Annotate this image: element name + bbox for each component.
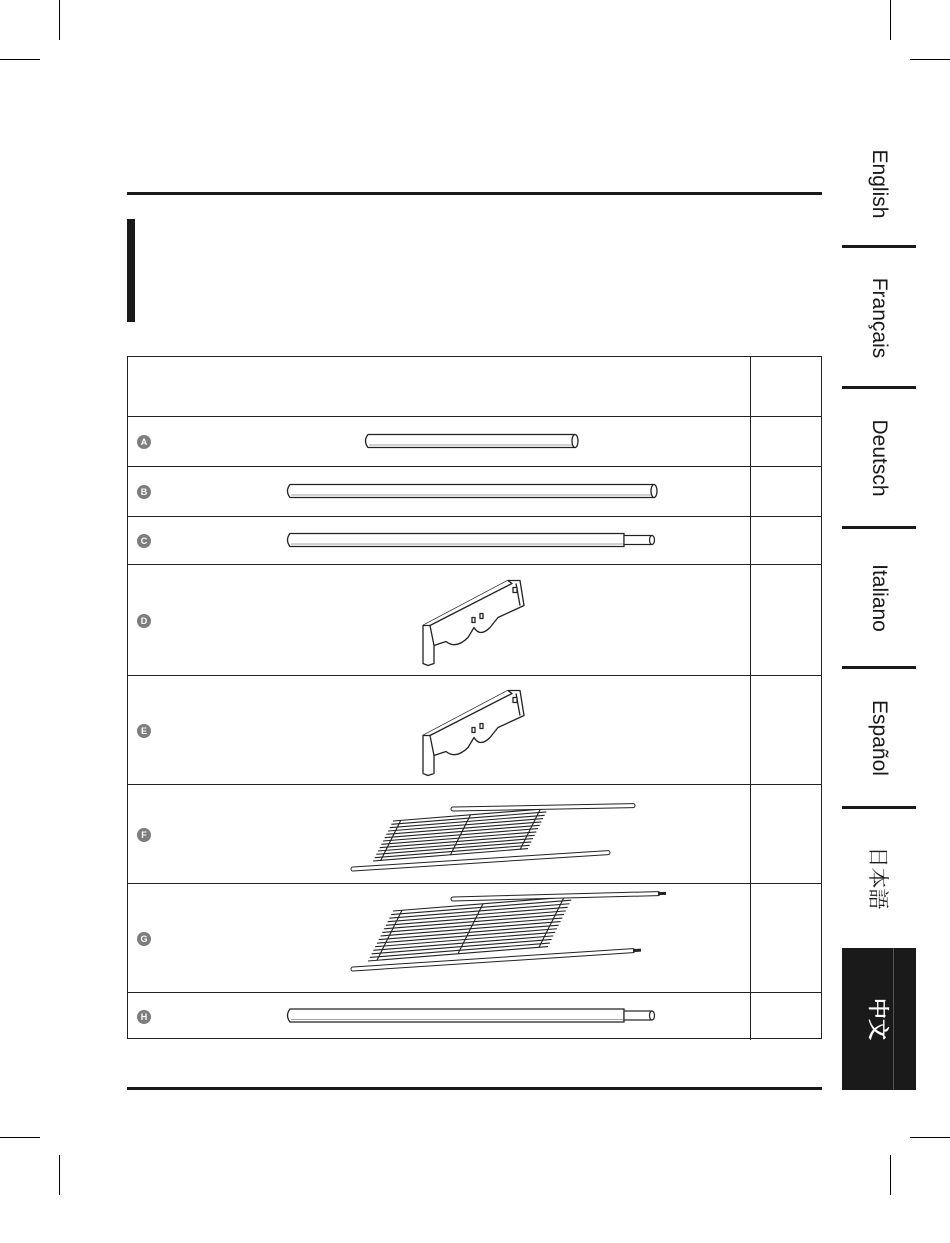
part-letter-badge: D [137, 614, 151, 628]
section-title-bar [127, 219, 135, 322]
qty-cell [750, 565, 822, 675]
part-illustration-tube-long-tip [128, 517, 750, 565]
language-tab-label: Français [868, 277, 891, 358]
part-illustration-bracket [128, 676, 750, 785]
part-letter-badge: C [137, 534, 151, 548]
language-tab-label: 日本語 [866, 846, 889, 910]
qty-column-header [750, 357, 822, 416]
crop-mark [890, 1155, 891, 1195]
part-letter-badge: G [137, 932, 151, 946]
part-letter-badge: A [137, 435, 151, 449]
table-row [128, 565, 821, 676]
parts-table [127, 356, 822, 1039]
crop-mark [59, 0, 60, 40]
table-row [128, 993, 821, 1040]
table-header-row [128, 357, 821, 417]
language-tab[interactable] [842, 388, 916, 528]
language-tab[interactable] [842, 247, 916, 388]
table-row [128, 785, 821, 884]
bottom-rule [127, 1087, 822, 1090]
crop-mark [890, 0, 891, 40]
part-illustration-tube-short [128, 417, 750, 467]
part-illustration-tube-long-tip [128, 993, 750, 1040]
crop-mark [0, 59, 40, 60]
part-letter-badge: E [137, 724, 151, 738]
language-tab[interactable] [842, 668, 916, 808]
part-letter-badge: H [137, 1010, 151, 1024]
part-letter-badge: F [137, 828, 151, 842]
crop-mark [0, 1137, 40, 1138]
part-illustration-wire-shelf-large [128, 884, 750, 993]
table-row [128, 417, 821, 467]
qty-cell [750, 785, 822, 883]
qty-cell [750, 417, 822, 466]
language-tab[interactable] [842, 948, 916, 1090]
table-row [128, 517, 821, 565]
part-letter-badge: B [137, 485, 151, 499]
qty-cell [750, 517, 822, 564]
qty-cell [750, 884, 822, 992]
top-rule [127, 192, 822, 195]
language-tab[interactable] [842, 120, 916, 247]
active-tab-stripe [893, 948, 894, 1090]
crop-mark [59, 1155, 60, 1195]
table-row [128, 676, 821, 785]
crop-mark [910, 59, 950, 60]
language-tab-label: Español [868, 700, 891, 776]
language-tab-label: Italiano [868, 564, 891, 632]
part-illustration-tube-long [128, 467, 750, 517]
qty-cell [750, 467, 822, 516]
language-tab[interactable] [842, 528, 916, 668]
part-illustration-wire-shelf-small [128, 785, 750, 884]
qty-cell [750, 676, 822, 784]
language-tab-label: 中文 [866, 998, 889, 1040]
qty-cell [750, 993, 822, 1040]
crop-mark [910, 1137, 950, 1138]
table-row [128, 884, 821, 993]
language-tab[interactable] [842, 808, 916, 948]
language-tab-label: Deutsch [868, 419, 891, 497]
part-illustration-bracket [128, 565, 750, 676]
table-row [128, 467, 821, 517]
language-tab-label: English [868, 149, 891, 218]
